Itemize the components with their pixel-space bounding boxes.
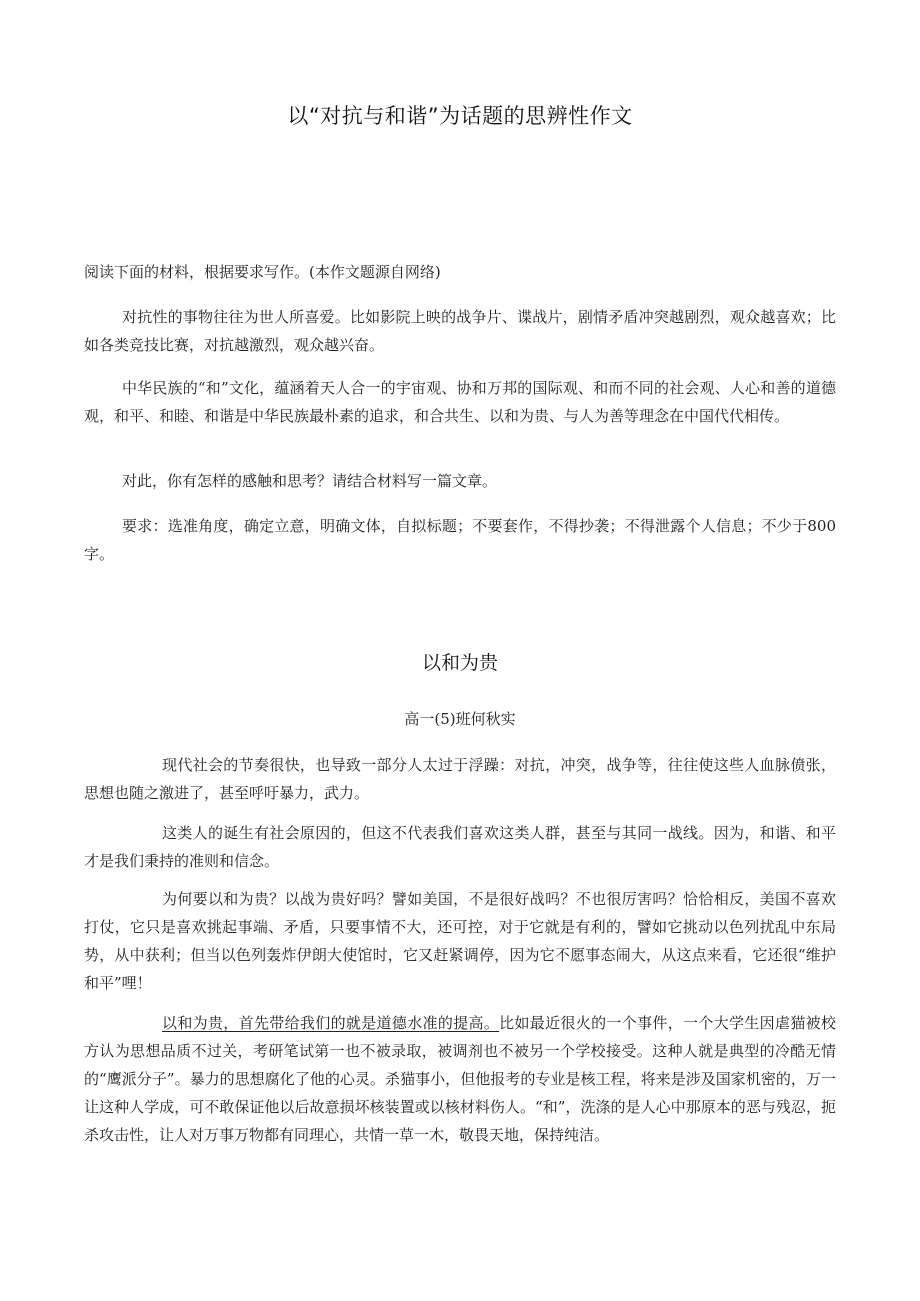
prompt-requirements: 要求：选准角度，确定立意，明确文体，自拟标题；不要套作，不得抄袭；不得泄露个人信息；不少于800字。 <box>84 517 836 563</box>
essay-author: 高一(5)班何秋实 <box>404 710 516 728</box>
essay-paragraph-1: 现代社会的节奏很快，也导致一部分人太过于浮躁：对抗，冲突，战争等，往往使这些人血脉偾张，思想也随之激进了，甚至呼吁暴力，武力。 <box>84 756 836 802</box>
essay-thesis-underlined: 以和为贵，首先带给我们的就是道德水准的提高。 <box>162 1014 500 1032</box>
document-title: 以“对抗与和谐”为话题的思辨性作文 <box>287 104 633 128</box>
essay-title: 以和为贵 <box>421 652 498 674</box>
essay-paragraph-4 <box>84 1009 836 1149</box>
essay-paragraph-2: 这类人的诞生有社会原因的，但这不代表我们喜欢这类人群，甚至与其同一战线。因为，和谐、和平才是我们秉持的准则和信念。 <box>84 824 836 870</box>
prompt-intro: 阅读下面的材料，根据要求写作。(本作文题源自网络) <box>84 263 441 281</box>
essay-paragraph-3: 为何要以和为贵？以战为贵好吗？譬如美国，不是很好战吗？不也很厉害吗？恰恰相反，美国不喜欢打仗，它只是喜欢挑起事端、矛盾，只要事情不大，还可控，对于它就是有利的，譬如它挑动以色列扰乱中东局势，从中获利；但当以色列轰炸伊朗大使馆时，它又赶紧调停，因为它不愿事态闹大，从这点来看，它还很“维护和平”哩！ <box>84 890 836 992</box>
essay-paragraph-4-text: 比如最近很火的一个事件，一个大学生因虐猫被校方认为思想品质不过关，考研笔试第一也不被录取，被调剂也不被另一个学校接受。这种人就是典型的冷酷无情的“鹰派分子”。暴力的思想腐化了他的心灵。杀猫事小，但他报考的专业是核工程，将来是涉及国家机密的，万一让这种人学成，可不敢保证他以后故意损坏核装置或以核材料伤人。“和”，洗涤的是人心中那原本的恶与残忍，扼杀攻击性，让人对万事万物都有同理心，共情一草一木，敬畏天地，保持纯洁。 <box>84 1014 836 1144</box>
prompt-paragraph-3: 对此，你有怎样的感触和思考？请结合材料写一篇文章。 <box>122 472 498 490</box>
prompt-paragraph-1: 对抗性的事物往往为世人所喜爱。比如影院上映的战争片、谍战片，剧情矛盾冲突越剧烈，观众越喜欢；比如各类竞技比赛，对抗越激烈，观众越兴奋。 <box>84 308 836 354</box>
prompt-paragraph-2: 中华民族的“和”文化，蕴涵着天人合一的宇宙观、协和万邦的国际观、和而不同的社会观、人心和善的道德观，和平、和睦、和谐是中华民族最朴素的追求，和合共生、以和为贵、与人为善等理念在中国代代相传。 <box>84 379 836 425</box>
